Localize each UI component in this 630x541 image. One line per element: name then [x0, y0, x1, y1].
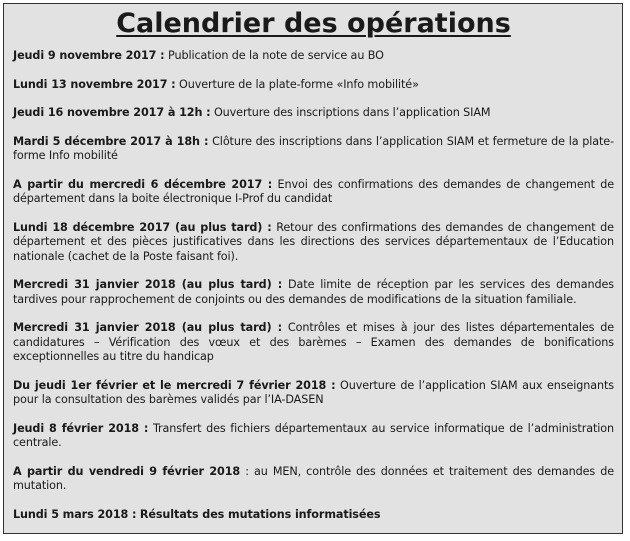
- entry-date: Jeudi 16 novembre 2017 à 12h :: [13, 106, 211, 119]
- list-item: [13, 78, 614, 93]
- entry-date: Mercredi 31 janvier 2018 (au plus tard) :: [13, 321, 283, 334]
- list-item: [13, 422, 614, 451]
- entry-text: : au MEN, contrôle des données et traitement des demandes de mutation.: [13, 464, 614, 492]
- list-item: [13, 321, 614, 365]
- list-item: [13, 221, 614, 265]
- entry-text: Ouverture de l’application SIAM aux enseignants pour la consultation des barèmes validés par l’IA-DASEN: [13, 378, 614, 406]
- entry-date: Jeudi 9 novembre 2017 :: [13, 49, 165, 62]
- entry-text: Résultats des mutations informatisées: [139, 507, 381, 521]
- list-item: [13, 508, 614, 523]
- entry-date: Lundi 18 décembre 2017 (au plus tard) :: [13, 220, 272, 234]
- entry-date: Lundi 5 mars 2018 :: [13, 507, 137, 521]
- entry-date: A partir du vendredi 9 février 2018: [13, 464, 241, 478]
- entry-date: Mercredi 31 janvier 2018 (au plus tard) :: [13, 278, 283, 291]
- list-item: [13, 106, 614, 121]
- entry-date: Jeudi 8 février 2018 :: [13, 421, 149, 435]
- entry-text: Transfert des fichiers départementaux au service informatique de l’administration centrale.: [13, 421, 614, 449]
- entry-date: A partir du mercredi 6 décembre 2017 :: [13, 177, 273, 191]
- list-item: [13, 465, 614, 494]
- list-item: [13, 49, 614, 64]
- entry-text: Retour des confirmations des demandes de changement de département et des pièces justificatives dans les directions des services départementaux de l’Education nationale (cachet de la Poste faisant foi).: [13, 220, 614, 263]
- list-item: [13, 278, 614, 307]
- entry-text: Date limite de réception par les services des demandes tardives pour rapprochement de conjoints ou des demandes de modifications de la situation familiale.: [13, 278, 614, 306]
- entry-text: Contrôles et mises à jour des listes départementales de candidatures – Vérification des vœux et des barèmes – Examen des demandes de bonifications exceptionnelles au titre du handicap: [13, 321, 614, 363]
- calendar-box: [3, 3, 623, 534]
- entry-text: Clôture des inscriptions dans l’application SIAM et fermeture de la plate-forme Info mobilité: [13, 134, 614, 162]
- list-item: [13, 135, 614, 164]
- list-item: [13, 379, 614, 408]
- list-item: [13, 178, 614, 207]
- operations-list: [13, 49, 614, 522]
- page-title: Calendrier des opérations: [116, 8, 511, 39]
- entry-text: Envoi des confirmations des demandes de changement de département dans la boite électronique I-Prof du candidat: [13, 177, 614, 205]
- entry-date: Lundi 13 novembre 2017 :: [13, 77, 176, 91]
- entry-text: Ouverture des inscriptions dans l’application SIAM: [213, 106, 491, 119]
- entry-date: Du jeudi 1er février et le mercredi 7 février 2018 :: [13, 378, 336, 392]
- entry-text: Ouverture de la plate-forme «Info mobilité»: [179, 77, 419, 91]
- entry-text: Publication de la note de service au BO: [168, 49, 384, 62]
- entry-date: Mardi 5 décembre 2017 à 18h :: [13, 134, 209, 148]
